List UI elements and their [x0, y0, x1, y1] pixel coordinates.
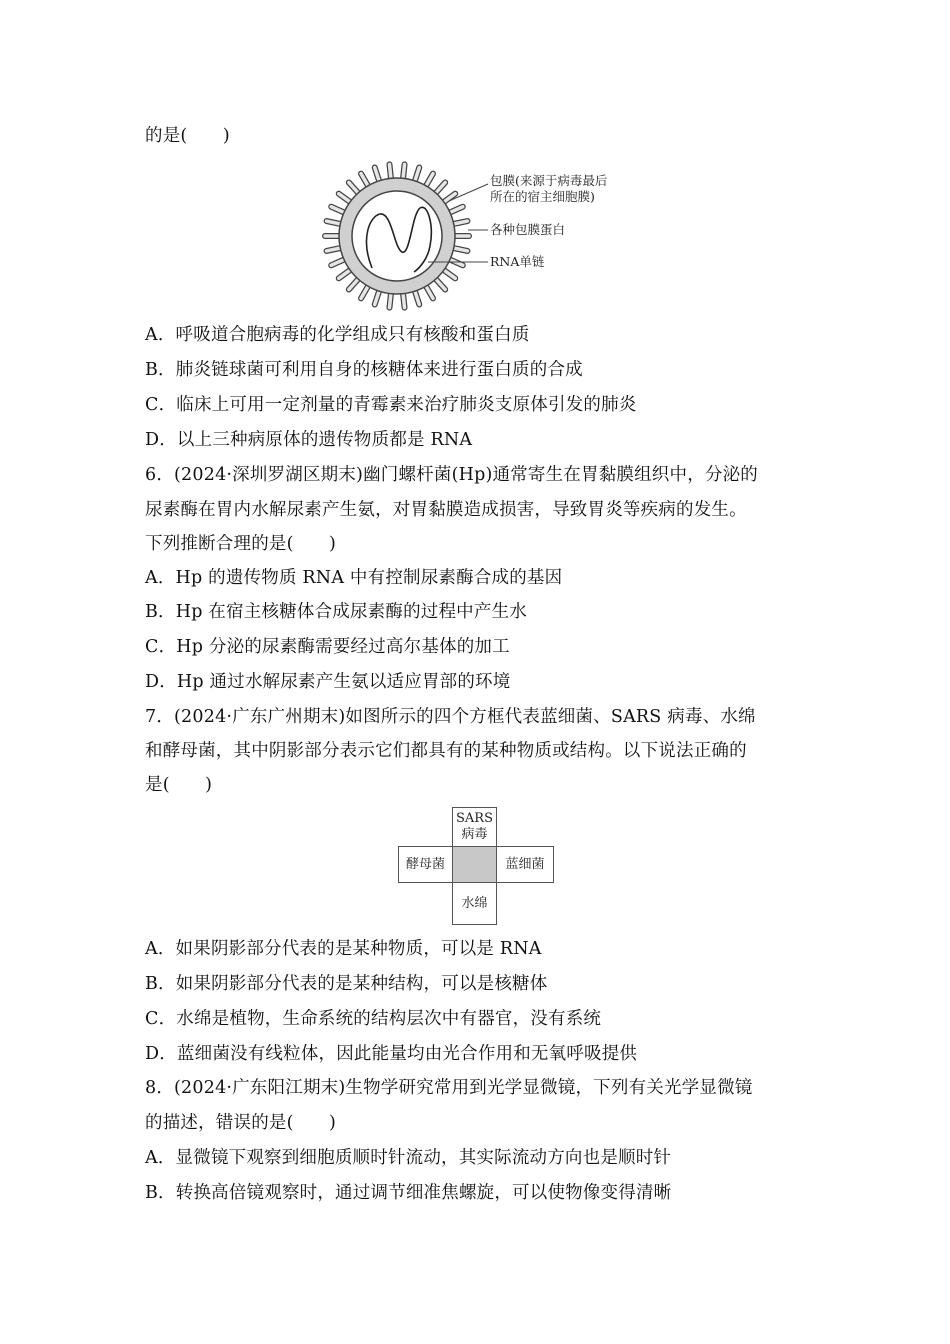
q6-stem-line2: 尿素酶在胃内水解尿素产生氨，对胃黏膜造成损害，导致胃炎等疾病的发生。 [145, 500, 747, 520]
q7-stem-line1: 7．(2024·广东广州期末)如图所示的四个方框代表蓝细菌、SARS 病毒、水绵 [145, 707, 756, 727]
q6-stem-line3: 下列推断合理的是( ) [145, 534, 337, 554]
q5-option-d: D．以上三种病原体的遗传物质都是 RNA [145, 430, 473, 450]
label-proteins: 各种包膜蛋白 [490, 222, 566, 237]
q6-option-a: A．Hp 的遗传物质 RNA 中有控制尿素酶合成的基因 [145, 568, 563, 588]
organism-cross-figure [398, 807, 556, 925]
q8-stem-line2: 的描述，错误的是( ) [145, 1113, 337, 1133]
box-sars-line2: 病毒 [461, 827, 488, 842]
box-yeast: 酵母菌 [398, 846, 453, 883]
q7-option-c: C．水绵是植物，生命系统的结构层次中有器官，没有系统 [145, 1009, 602, 1029]
q7-option-b: B．如果阴影部分代表的是某种结构，可以是核糖体 [145, 974, 548, 994]
label-rna: RNA单链 [490, 254, 545, 269]
q8-option-a: A．显微镜下观察到细胞质顺时针流动，其实际流动方向也是顺时针 [145, 1148, 672, 1168]
q6-option-d: D．Hp 通过水解尿素产生氨以适应胃部的环境 [145, 672, 511, 692]
q8-stem-line1: 8．(2024·广东阳江期末)生物学研究常用到光学显微镜，下列有关光学显微镜 [145, 1078, 753, 1098]
q5-option-c: C．临床上可用一定剂量的青霉素来治疗肺炎支原体引发的肺炎 [145, 395, 637, 415]
box-sars-virus [452, 807, 497, 847]
q7-option-d: D．蓝细菌没有线粒体，因此能量均由光合作用和无氧呼吸提供 [145, 1044, 638, 1064]
box-cyanobacteria: 蓝细菌 [496, 846, 554, 883]
box-sars-line1: SARS [456, 811, 493, 826]
q5-option-a: A．呼吸道合胞病毒的化学组成只有核酸和蛋白质 [145, 325, 530, 345]
q6-stem-line1: 6．(2024·深圳罗湖区期末)幽门螺杆菌(Hp)通常寄生在胃黏膜组织中，分泌的 [145, 465, 759, 485]
q6-option-b: B．Hp 在宿主核糖体合成尿素酶的过程中产生水 [145, 602, 527, 622]
question-stem-tail: 的是( ) [145, 126, 230, 146]
shaded-center [452, 846, 497, 883]
virus-structure-figure [320, 156, 640, 316]
q7-option-a: A．如果阴影部分代表的是某种物质，可以是 RNA [145, 939, 542, 959]
q6-option-c: C．Hp 分泌的尿素酶需要经过高尔基体的加工 [145, 637, 510, 657]
virus-interior [352, 191, 442, 281]
q8-option-b: B．转换高倍镜观察时，通过调节细准焦螺旋，可以使物像变得清晰 [145, 1183, 672, 1203]
box-spirogyra: 水绵 [452, 882, 497, 925]
label-envelope-line1: 包膜(来源于病毒最后 [490, 173, 608, 188]
q5-option-b: B．肺炎链球菌可利用自身的核糖体来进行蛋白质的合成 [145, 360, 583, 380]
q7-stem-line3: 是( ) [145, 775, 213, 795]
label-envelope-line2: 所在的宿主细胞膜) [490, 189, 595, 204]
q7-stem-line2: 和酵母菌，其中阴影部分表示它们都具有的某种物质或结构。以下说法正确的 [145, 741, 747, 761]
